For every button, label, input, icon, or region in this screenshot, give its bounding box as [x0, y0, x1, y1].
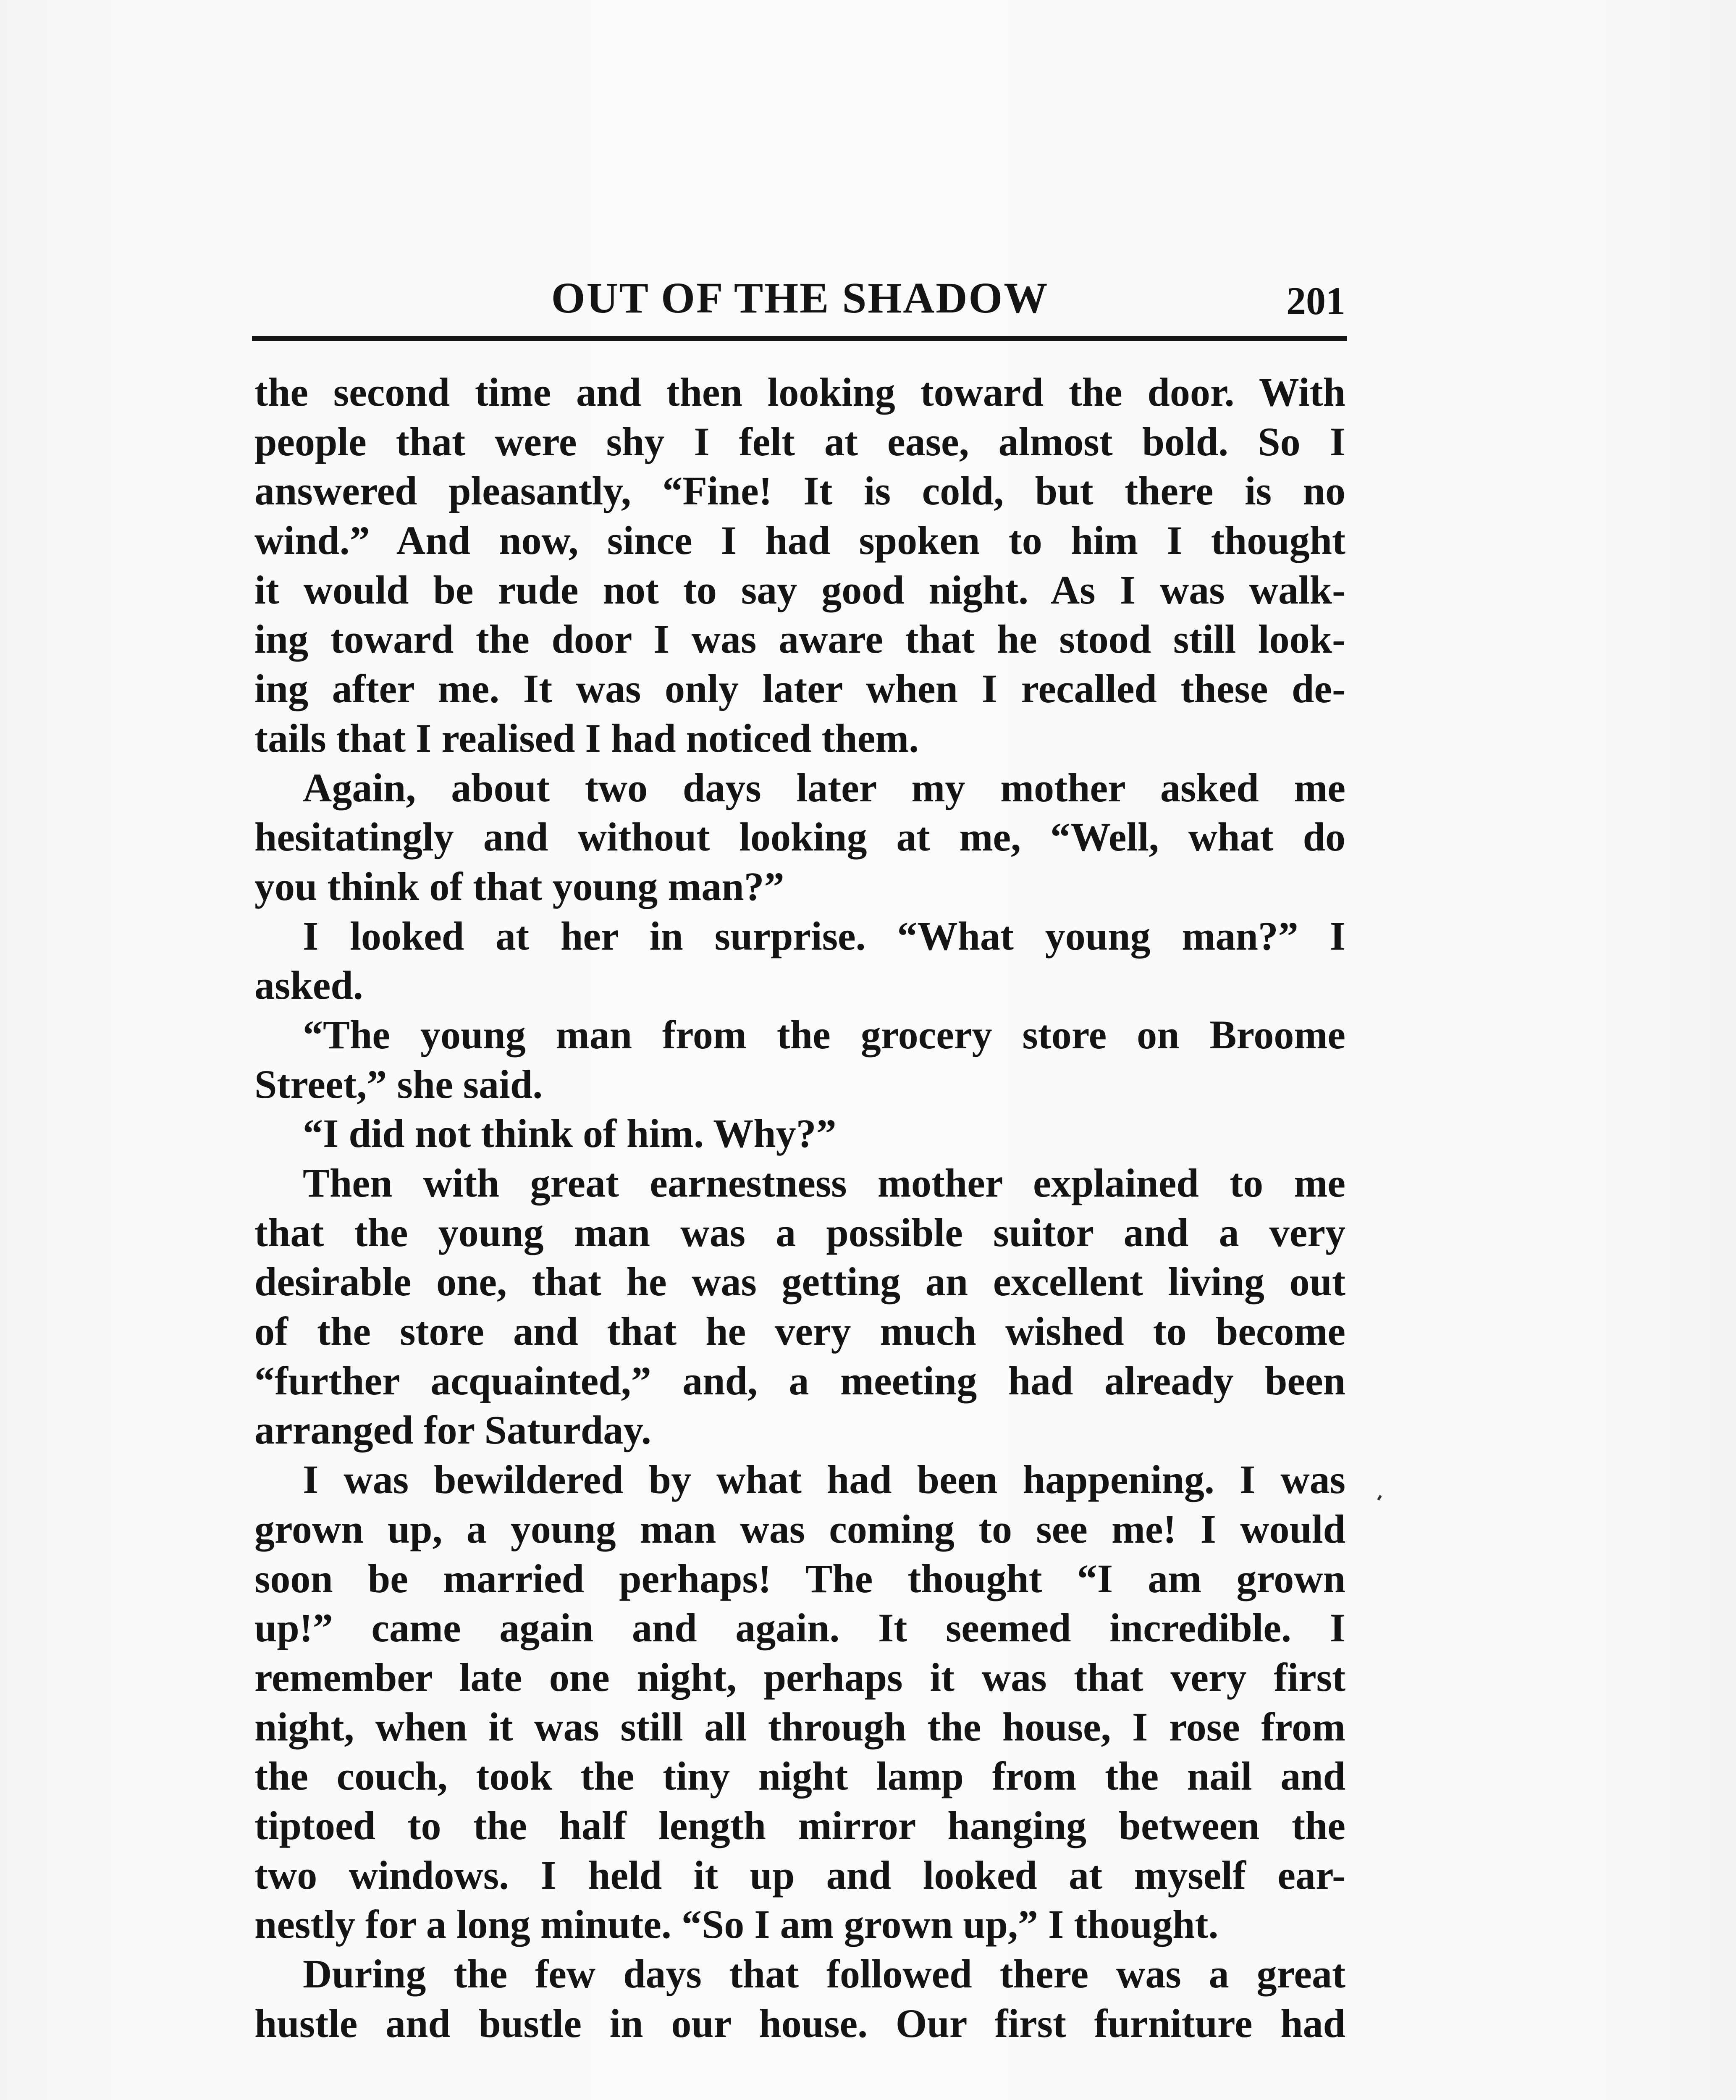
text-line: “The young man from the grocery store on Broome	[303, 1012, 1345, 1057]
text-line: arranged for Saturday.	[254, 1407, 651, 1453]
text-line: remember late one night, perhaps it was that very first	[254, 1654, 1345, 1700]
text-line: two windows. I held it up and looked at myself ear-	[254, 1852, 1345, 1898]
text-line: tiptoed to the half length mirror hanging between the	[254, 1803, 1345, 1848]
text-line: I was bewildered by what had been happening. I was	[303, 1457, 1345, 1502]
text-line: answered pleasantly, “Fine! It is cold, but there is no	[254, 468, 1345, 514]
text-line: the couch, took the tiny night lamp from the nail and	[254, 1754, 1345, 1799]
body-text	[254, 368, 1345, 2048]
text-line: Then with great earnestness mother explained to me	[303, 1160, 1345, 1205]
text-line: “further acquainted,” and, a meeting had already been	[254, 1358, 1345, 1403]
text-line: wind.” And now, since I had spoken to him I thought	[254, 518, 1345, 563]
text-line: hesitatingly and without looking at me, “Well, what do	[254, 814, 1345, 860]
text-line: asked.	[254, 963, 363, 1008]
text-line: that the young man was a possible suitor and a very	[254, 1210, 1345, 1255]
header-rule	[252, 336, 1347, 341]
text-line: soon be married perhaps! The thought “I am grown	[254, 1556, 1345, 1601]
text-line: hustle and bustle in our house. Our first furniture had	[254, 2000, 1345, 2046]
text-line: Street,” she said.	[254, 1061, 543, 1107]
text-line: “I did not think of him. Why?”	[303, 1111, 837, 1156]
text-line: grown up, a young man was coming to see me! I would	[254, 1506, 1345, 1551]
text-line: ing toward the door I was aware that he stood still look-	[254, 617, 1345, 662]
text-line: During the few days that followed there was a great	[303, 1951, 1345, 1996]
text-line: ing after me. It was only later when I recalled these de-	[254, 666, 1345, 711]
text-line: of the store and that he very much wished to become	[254, 1309, 1345, 1354]
text-line: tails that I realised I had noticed them.	[254, 715, 919, 761]
text-line: nestly for a long minute. “So I am grown up,” I thought.	[254, 1902, 1219, 1947]
text-line: up!” came again and again. It seemed incredible. I	[254, 1605, 1345, 1651]
print-speck	[1377, 1495, 1382, 1500]
text-line: the second time and then looking toward the door. With	[254, 370, 1345, 415]
page-number: 201	[1286, 279, 1345, 323]
text-line: it would be rude not to say good night. As I was walk-	[254, 567, 1345, 612]
text-line: desirable one, that he was getting an excellent living out	[254, 1259, 1345, 1305]
text-line: night, when it was still all through the house, I rose from	[254, 1704, 1345, 1749]
text-line: Again, about two days later my mother asked me	[303, 765, 1345, 810]
running-title: OUT OF THE SHADOW	[551, 274, 1049, 322]
running-head	[254, 269, 1345, 332]
text-line: you think of that young man?”	[254, 864, 784, 909]
text-line: people that were shy I felt at ease, almost bold. So I	[254, 419, 1345, 464]
text-line: I looked at her in surprise. “What young man?” I	[303, 913, 1345, 958]
